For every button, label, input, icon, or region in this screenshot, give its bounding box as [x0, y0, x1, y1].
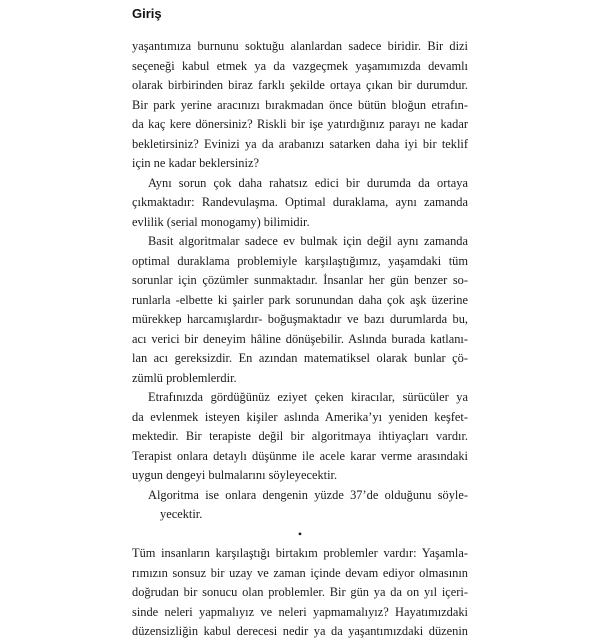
- text-line: runlarla -elbette ki şairler park sorunundan daha çok aşk üzerine: [132, 292, 468, 307]
- text-line: olarak birbirinden biraz farklı şekilde ortaya çıkan bir durumdur.: [132, 78, 468, 92]
- text-line: için ne kadar beklersiniz?: [132, 156, 259, 170]
- text-line: uygun dengeyi bulmalarını söyleyecektir.: [132, 468, 338, 482]
- text-line: Aynı sorun çok daha rahatsız edici bir durumda da ortaya: [148, 175, 468, 190]
- text-line: lan acı gereksizdir. En azından matematiksel olarak bunlar çö-: [132, 351, 468, 365]
- text-line: Etrafınızda gördüğünüz eziyet çeken kiracılar, sürücüler ya: [148, 390, 468, 404]
- text-line: mektedir. Bir terapiste değil bir algoritmaya ihtiyaçları vardır.: [132, 429, 468, 443]
- text-line: düzensizliğin kabul derecesi nedir ya da yaşantımızdaki düzenin: [132, 624, 468, 638]
- section-separator: •: [297, 526, 303, 541]
- text-line: sorunlar için çözümler sunmaktadır. İnsanlar her gün benzer so-: [132, 273, 468, 287]
- text-line: yecektir.: [160, 507, 203, 521]
- text-line: acı verici bir deneyim hâline dönüşebilir. Aslında burada katlanı-: [132, 331, 468, 346]
- text-line: optimal duraklama problemiyle karşılaştığımız, yaşamdaki tüm: [132, 253, 468, 268]
- text-line: evlilik (serial monogamy) bilimidir.: [132, 214, 310, 229]
- text-line: mürekkep harcamışlardır- boğuşmaktadır ve bazı durumlarda bu,: [132, 312, 468, 326]
- text-line: doğrudan bir sonucu olan problemler. Bir gün ya da on yıl içeri-: [132, 585, 468, 599]
- text-line: Tüm insanların karşılaştığı birtakım problemler vardır: Yaşamla-: [132, 546, 468, 560]
- text-line: da evlenmek isteyen kişiler aslında Amerika’yı yeniden keşfet-: [132, 409, 468, 424]
- text-line: Algoritma ise onlara dengenin yüzde 37’de olduğunu söyle-: [148, 487, 468, 502]
- text-line: zümlü problemlerdir.: [132, 370, 237, 385]
- text-line: bekletirsiniz? Evinizi ya da arabanızı satarken daha iyi bir teklif: [132, 136, 468, 151]
- text-line: Bir park yerine aracınızı bırakmadan önce bütün bloğun etrafın-: [132, 97, 468, 112]
- text-line: rımızın sonsuz bir uzay ve zaman içinde devam ediyor olmasının: [132, 565, 468, 580]
- body-text: [132, 37, 468, 642]
- text-line: seçeneği kabul etmek ya da vazgeçmek yaşamımızda devamlı: [132, 58, 468, 73]
- text-line: da kaç kere dönersiniz? Riskli bir işe yatırdığınız parayı ne kadar: [132, 117, 468, 131]
- text-line: Terapist onlara detaylı düşünme ile acele karar verme arasındaki: [132, 448, 468, 463]
- running-head: Giriş: [132, 6, 162, 21]
- text-line: çıkmaktadır: Randevulaşma. Optimal duraklama, aynı zamanda: [132, 195, 468, 209]
- text-line: Basit algoritmalar sadece ev bulmak için değil aynı zamanda: [148, 234, 468, 248]
- text-line: yaşantımıza burnunu soktuğu alanlardan sadece biridir. Bir dizi: [132, 39, 468, 53]
- text-line: sinde neleri yapmalıyız ve neleri yapmamalıyız? Hayatımızdaki: [132, 604, 468, 619]
